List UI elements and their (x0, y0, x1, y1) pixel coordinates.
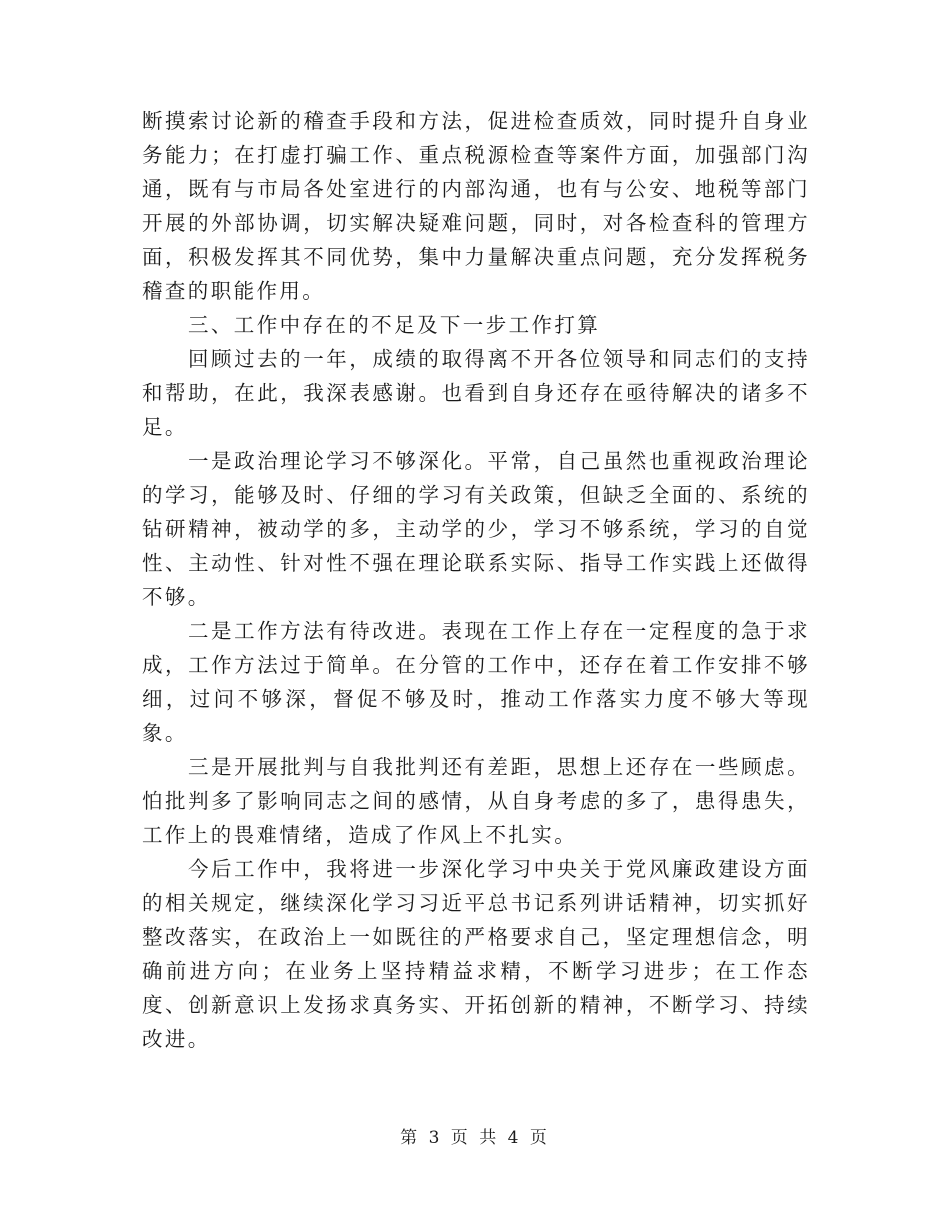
paragraph-point-three: 三是开展批判与自我批判还有差距，思想上还存在一些顾虑。怕批判多了影响同志之间的感情，从自身考虑的多了，患得患失，工作上的畏难情绪，造成了作风上不扎实。 (142, 755, 810, 847)
paragraph-review: 回顾过去的一年，成绩的取得离不开各位领导和同志们的支持和帮助，在此，我深表感谢。也看到自身还存在亟待解决的诸多不足。 (142, 347, 810, 439)
paragraph-continuation: 断摸索讨论新的稽查手段和方法，促进检查质效，同时提升自身业务能力；在打虚打骗工作、重点税源检查等案件方面，加强部门沟通，既有与市局各处室进行的内部沟通，也有与公安、地税等部门开展的外部协调，切实解决疑难问题，同时，对各检查科的管理方面，积极发挥其不同优势，集中力量解决重点问题，充分发挥税务稽查的职能作用。 (142, 109, 810, 303)
paragraph-future-plan: 今后工作中，我将进一步深化学习中央关于党风廉政建设方面的相关规定，继续深化学习习近平总书记系列讲话精神，切实抓好整改落实，在政治上一如既往的严格要求自己，坚定理想信念，明确前进方向；在业务上坚持精益求精，不断学习进步；在工作态度、创新意识上发扬求真务实、开拓创新的精神，不断学习、持续改进。 (142, 857, 810, 1051)
page-number-footer: 第 3 页 共 4 页 (400, 1128, 550, 1148)
paragraph-point-two: 二是工作方法有待改进。表现在工作上存在一定程度的急于求成，工作方法过于简单。在分管的工作中，还存在着工作安排不够细，过问不够深，督促不够及时，推动工作落实力度不够大等现象。 (142, 619, 810, 745)
paragraph-point-one: 一是政治理论学习不够深化。平常，自己虽然也重视政治理论的学习，能够及时、仔细的学习有关政策，但缺乏全面的、系统的钻研精神，被动学的多，主动学的少，学习不够系统，学习的自觉性、主动性、针对性不强在理论联系实际、指导工作实践上还做得不够。 (142, 449, 810, 609)
section-heading: 三、工作中存在的不足及下一步工作打算 (188, 313, 601, 337)
document-body (142, 104, 810, 1056)
